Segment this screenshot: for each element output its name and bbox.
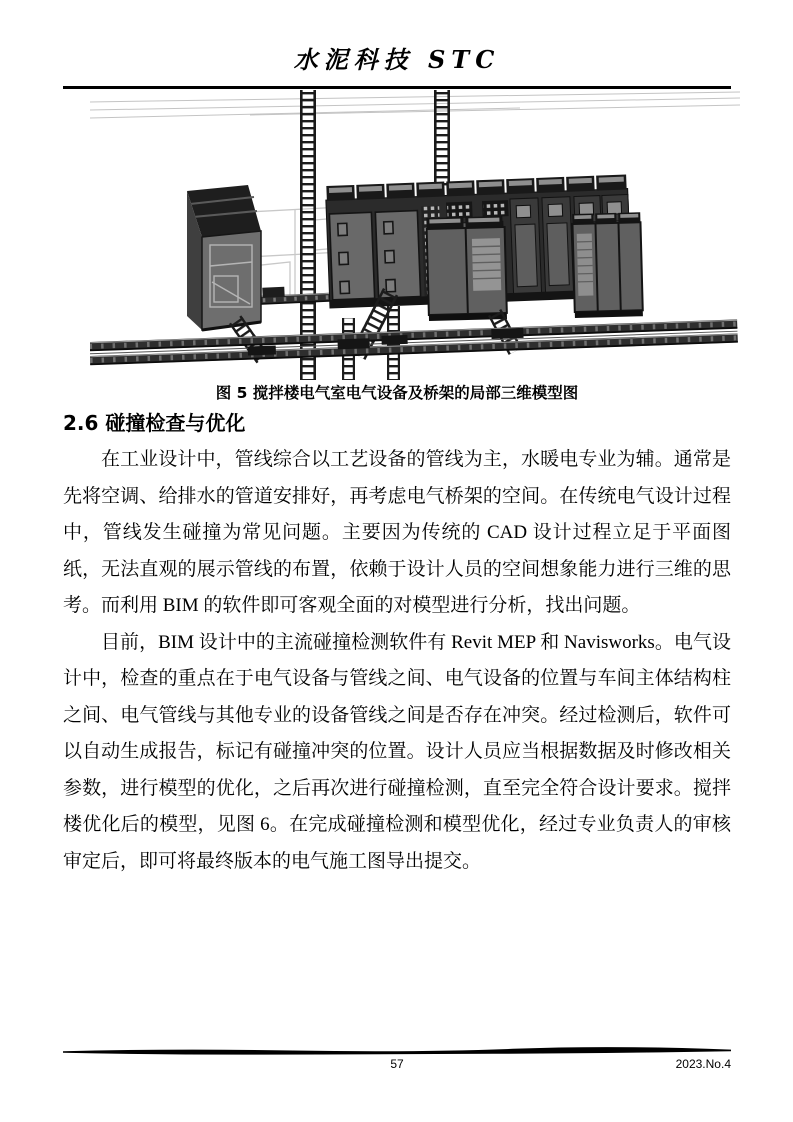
journal-title: 水泥科技 STC [293,45,501,74]
figure-caption: 图 5 搅拌楼电气室电气设备及桥架的局部三维模型图 [215,384,579,402]
cabinet-trio-front-right [572,212,643,318]
issue-number: 2023.No.4 [675,1057,731,1071]
bottom-cable-trays [90,319,738,365]
paragraph-2: 目前，BIM 设计中的主流碰撞检测软件有 Revit MEP 和 Navisworks。电气设计中，检查的重点在于电气设备与管线之间、电气设备的位置与车间主体结构柱之间、电气管线与其他专业的设备管线之间是否存在冲突。经过检测后，软件可以自动生成报告，标记有碰撞冲突的位置。设计人员应当根据数据及时修改相关参数，进行模型的优化，之后再次进行碰撞检测，直至完全符合设计要求。搅拌楼优化后的模型，见图 6。在完成碰撞检测和模型优化，经过专业负责人的审核审定后，即可将最终版本的电气施工图导出提交。 [63,631,731,872]
transformer-box [187,185,261,330]
page-number: 57 [390,1057,404,1071]
paragraph-1: 在工业设计中，管线综合以工艺设备的管线为主，水暖电专业为辅。通常是先将空调、给排水的管道安排好，再考虑电气桥架的空间。在传统电气设计过程中，管线发生碰撞为常见问题。主要因为传统的 CAD 设计过程立足于平面图纸，无法直观的展示管线的布置，依赖于设计人员的空间想象能力进行三维的思考。而利用 BIM 的软件即可客观全面的对模型进行分析，找出问题。 [63,449,731,616]
footer-rule [63,1047,731,1057]
header-rule [63,86,731,89]
vertical-cable-ladder-2 [434,90,450,188]
cabinet-pair-front-center [426,216,507,321]
section-heading: 2.6 碰撞检查与优化 [63,411,246,435]
figure-3d-model [90,90,740,380]
background-wireframe-lines [90,92,740,118]
article-body [63,442,731,880]
bim-3d-model-image [90,90,740,380]
